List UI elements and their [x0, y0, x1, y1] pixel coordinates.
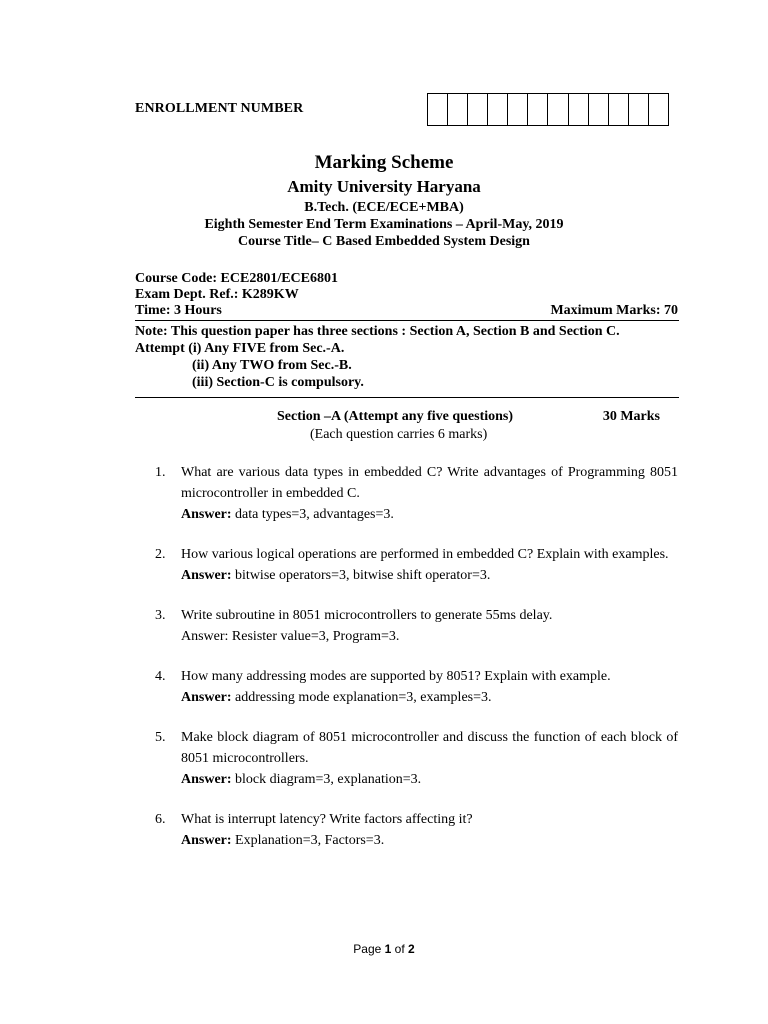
enrollment-digit-box: [488, 94, 508, 125]
page-prefix: Page: [353, 942, 385, 956]
answer-label: Answer:: [181, 568, 232, 583]
question-text: What are various data types in embedded C? Write advantages of Programming 8051 microcontroller in embedded C.: [181, 465, 678, 501]
question-list: [155, 462, 678, 851]
answer-line: [181, 626, 678, 647]
enrollment-digit-box: [468, 94, 488, 125]
course-info: [135, 271, 678, 319]
question-number: 2.: [155, 547, 166, 562]
question-text: Make block diagram of 8051 microcontroller and discuss the function of each block of 8051 microcontrollers.: [181, 730, 678, 766]
question-number: 5.: [155, 730, 166, 745]
program-name: B.Tech. (ECE/ECE+MBA): [304, 200, 464, 215]
note-line-4: (iii) Section-C is compulsory.: [192, 375, 364, 390]
divider-bottom: [135, 397, 679, 398]
question-text: How various logical operations are performed in embedded C? Explain with examples.: [181, 547, 669, 562]
exam-name: Eighth Semester End Term Examinations – April-May, 2019: [204, 217, 564, 232]
answer-line: [181, 565, 678, 586]
answer-line: [181, 687, 678, 708]
answer-text: bitwise operators=3, bitwise shift operator=3.: [231, 568, 491, 583]
page-footer: [0, 942, 768, 956]
time-marks-row: [135, 303, 678, 319]
note-line-3: (ii) Any TWO from Sec.-B.: [192, 358, 352, 373]
question-number: 3.: [155, 608, 166, 623]
enrollment-digit-box: [649, 94, 668, 125]
section-a-subtitle: (Each question carries 6 marks): [310, 427, 488, 442]
enrollment-number-boxes: [427, 93, 669, 126]
question-number: 1.: [155, 465, 166, 480]
question-text: Write subroutine in 8051 microcontrollers to generate 55ms delay.: [181, 608, 553, 623]
answer-label: Answer:: [181, 507, 232, 522]
enrollment-digit-box: [508, 94, 528, 125]
enrollment-digit-box: [528, 94, 548, 125]
enrollment-digit-box: [428, 94, 448, 125]
enrollment-digit-box: [448, 94, 468, 125]
note-line-2: Attempt (i) Any FIVE from Sec.-A.: [135, 341, 345, 356]
enrollment-digit-box: [589, 94, 609, 125]
answer-line: [181, 769, 678, 790]
answer-text: data types=3, advantages=3.: [231, 507, 394, 522]
question-number: 4.: [155, 669, 166, 684]
question-number: 6.: [155, 812, 166, 827]
enrollment-label: ENROLLMENT NUMBER: [135, 101, 304, 116]
question-item: [155, 727, 678, 790]
document-title: Marking Scheme: [314, 152, 454, 173]
maximum-marks: Maximum Marks: 70: [550, 303, 678, 318]
divider-top: [135, 320, 679, 321]
section-a-title: Section –A (Attempt any five questions): [277, 409, 514, 424]
question-item: [155, 605, 678, 647]
question-item: [155, 462, 678, 525]
page-total: 2: [408, 942, 415, 956]
enrollment-digit-box: [609, 94, 629, 125]
course-title: Course Title– C Based Embedded System Design: [238, 234, 530, 249]
exam-dept-ref: Exam Dept. Ref.: K289KW: [135, 287, 299, 302]
answer-text: Explanation=3, Factors=3.: [231, 833, 385, 848]
course-code: Course Code: ECE2801/ECE6801: [135, 271, 339, 286]
answer-label: Answer:: [181, 833, 232, 848]
question-text: What is interrupt latency? Write factors affecting it?: [181, 812, 473, 827]
university-name: Amity University Haryana: [287, 177, 481, 196]
answer-text: addressing mode explanation=3, examples=3.: [231, 690, 492, 705]
answer-line: [181, 830, 678, 851]
answer-text: Answer: Resister value=3, Program=3.: [181, 629, 400, 644]
question-item: [155, 544, 678, 586]
note-line-1: Note: This question paper has three sections : Section A, Section B and Section C.: [135, 324, 620, 339]
answer-line: [181, 504, 678, 525]
exam-time: Time: 3 Hours: [135, 303, 222, 318]
section-a-header: [135, 408, 679, 444]
page-current: 1: [384, 942, 392, 956]
document-header: [0, 151, 768, 250]
answer-label: Answer:: [181, 690, 232, 705]
answer-text: block diagram=3, explanation=3.: [231, 772, 422, 787]
answer-label: Answer:: [181, 772, 232, 787]
section-a-marks: 30 Marks: [602, 409, 660, 424]
enrollment-digit-box: [569, 94, 589, 125]
question-item: [155, 809, 678, 851]
question-text: How many addressing modes are supported by 8051? Explain with example.: [181, 669, 611, 684]
enrollment-digit-box: [548, 94, 568, 125]
instructions-note: [135, 323, 679, 391]
enrollment-digit-box: [629, 94, 649, 125]
page-mid: of: [391, 942, 409, 956]
question-item: [155, 666, 678, 708]
